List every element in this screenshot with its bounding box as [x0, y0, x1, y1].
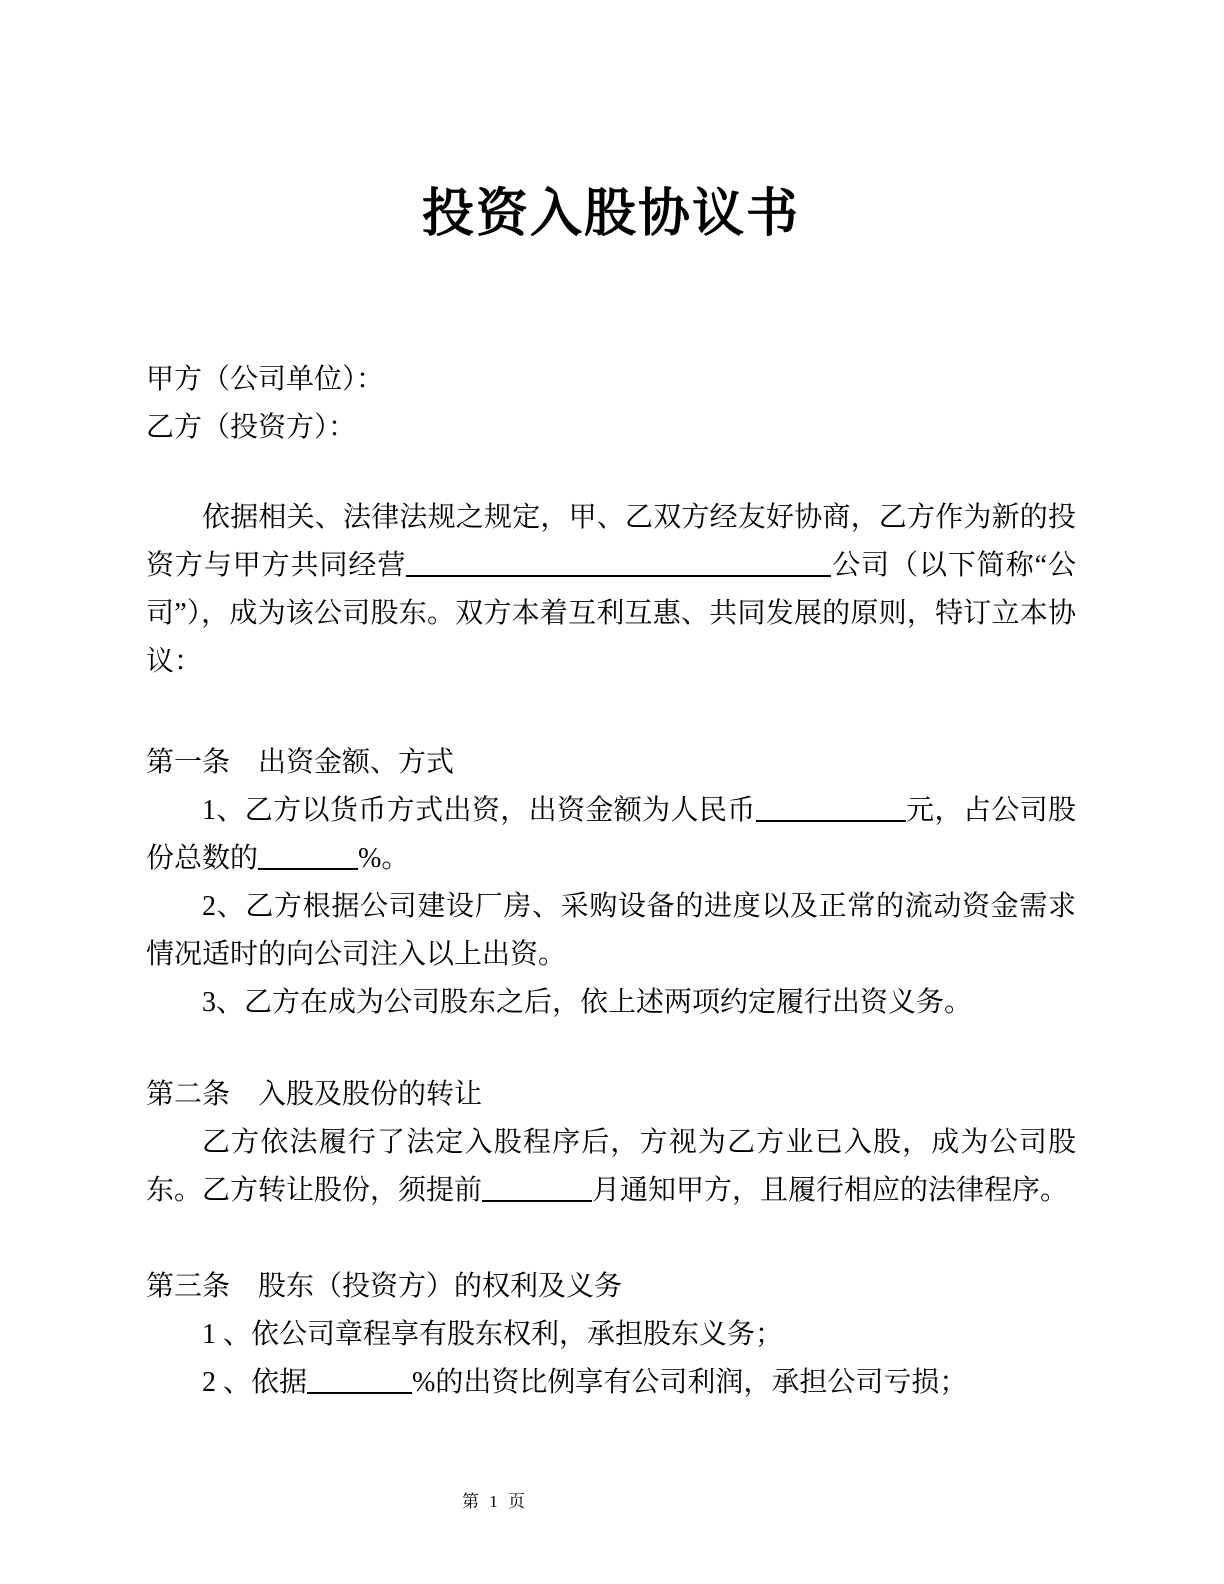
article-1-heading-text: 第一条 出资金额、方式: [146, 747, 455, 778]
intro-text-after-blank: 公司（以下简称“公司”），成为该公司股东。双方本着互利互惠、共同发展的原则，特订立本协议：: [146, 550, 1076, 677]
intro-text-before-blank: 依据相关、法律法规之规定，甲、乙双方经友好协商，乙方作为新的投资方与甲方共同经营: [146, 502, 1076, 581]
intro-paragraph: [146, 494, 1076, 686]
article-1-item-3-text: 3、乙方在成为公司股东之后，依上述两项约定履行出资义务。: [202, 987, 973, 1018]
article-3: [146, 1263, 1076, 1407]
article-2-text-before-blank: 乙方依法履行了法定入股程序后，方视为乙方业已入股，成为公司股东。乙方转让股份，须提前: [146, 1127, 1076, 1206]
article-3-heading-text: 第三条 股东（投资方）的权利及义务: [146, 1271, 623, 1302]
article-1-item-1: [146, 787, 1076, 883]
article-2-heading-text: 第二条 入股及股份的转让: [146, 1079, 483, 1110]
party-b-line: [146, 404, 1076, 452]
party-b-label: 乙方（投资方）：: [146, 412, 357, 443]
article-3-item-2-text-1: 2 、依据: [202, 1367, 308, 1398]
blank-profit-percentage[interactable]: [307, 1364, 412, 1394]
document-body: [146, 356, 1076, 1407]
blank-share-percentage[interactable]: [258, 840, 358, 870]
article-1-item-3: [146, 979, 1076, 1027]
article-1-item-1-text-1: 1、乙方以货币方式出资，出资金额为人民币: [202, 795, 756, 826]
article-1: [146, 739, 1076, 1027]
article-3-heading: [146, 1263, 1076, 1311]
document-title: 投资入股协议书: [421, 186, 800, 243]
intro-block: [146, 494, 1076, 686]
article-1-heading: [146, 739, 1076, 787]
blank-investment-amount[interactable]: [756, 792, 906, 822]
article-2: [146, 1071, 1076, 1215]
article-2-text-after-blank: 月通知甲方，且履行相应的法律程序。: [592, 1175, 1069, 1206]
article-1-item-1-text-3: %。: [358, 843, 410, 874]
article-1-item-2: [146, 883, 1076, 979]
article-2-paragraph: [146, 1119, 1076, 1215]
article-3-item-1: [146, 1311, 1076, 1359]
page-number: 第 1 页: [462, 1492, 528, 1511]
page-footer: [0, 1491, 990, 1513]
article-2-heading: [146, 1071, 1076, 1119]
article-3-item-1-text: 1 、依公司章程享有股东权利，承担股东义务；: [202, 1319, 784, 1350]
article-3-item-2: [146, 1359, 1076, 1407]
blank-company-name[interactable]: [406, 547, 831, 577]
article-3-item-2-text-2: %的出资比例享有公司利润，承担公司亏损；: [412, 1367, 968, 1398]
party-a-line: [146, 356, 1076, 404]
blank-notice-months[interactable]: [482, 1172, 592, 1202]
parties-block: [146, 356, 1076, 452]
party-a-label: 甲方（公司单位）：: [146, 364, 385, 395]
article-1-item-1-text-2: 元，占公司股份总数的: [146, 795, 1076, 874]
article-1-item-2-text: 2、乙方根据公司建设厂房、采购设备的进度以及正常的流动资金需求情况适时的向公司注入以上出资。: [146, 891, 1076, 970]
